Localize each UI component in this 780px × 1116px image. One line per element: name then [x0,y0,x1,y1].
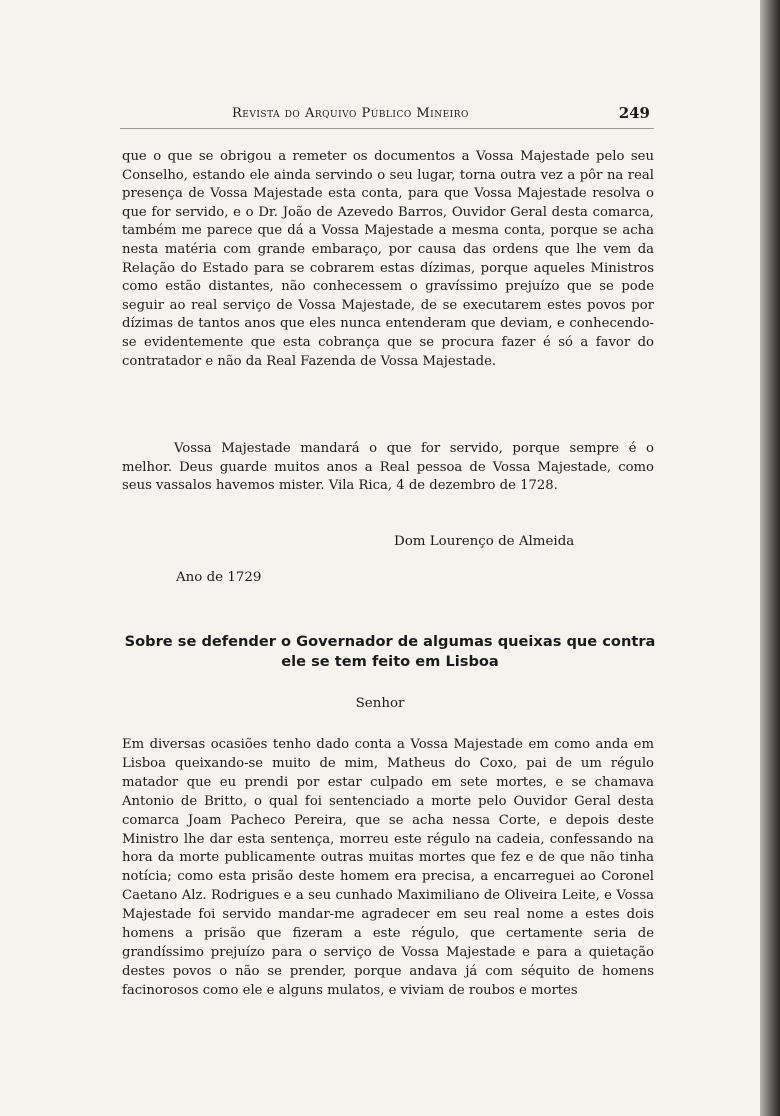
running-title: Revista do Arquivo Público Mineiro [232,106,469,121]
paragraph-1: que o que se obrigou a remeter os documentos a Vossa Majestade pelo seu Conselho, estando ele ainda servindo o seu lugar, torna outra vez a pôr na real presença de Vossa Majestade esta conta, para que Vossa Majestade resolva o que for servido, e o Dr. João de Azevedo Barros, Ouvidor Geral desta comarca, também me parece que dá a Vossa Majestade a mesma conta, porque se acha nesta matéria com grande embaraço, por causa das ordens que lhe vem da Relação do Estado para se cobrarem estas dízimas, porque aqueles Ministros como estão distantes, não conhecessem o gravíssimo prejuízo que se pode seguir ao real serviço de Vossa Majestade, de se executarem estes povos por dízimas de tantos anos que eles nunca entenderam que deviam, e conhecendo-se evidentemente que esta cobrança que se procura fazer é só a favor do contratador e não da Real Fazenda de Vossa Majestade. [122,149,654,369]
year-label: Ano de 1729 [176,570,262,585]
signature: Dom Lourenço de Almeida [394,534,575,549]
paragraph-3: Em diversas ocasiões tenho dado conta a Vossa Majestade em como anda em Lisboa queixando-se muito de mim, Matheus do Coxo, pai de um régulo matador que eu prendi por estar culpado em sete mortes, e se chamava Antonio de Britto, o qual foi sentenciado a morte pelo Ouvidor Geral desta comarca Joam Pacheco Pereira, que se acha nessa Corte, e depois deste Ministro lhe dar esta sentença, morreu este régulo na cadeia, confessando na hora da morte publicamente outras muitas mortes que fez e de que não tinha notícia; como esta prisão deste homem era precisa, a encarreguei ao Coronel Caetano Alz. Rodrigues e a seu cunhado Maximiliano de Oliveira Leite, e Vossa Majestade foi servido mandar-me agradecer em seu real nome a estes dois homens a prisão que fizeram a este régulo, que certamente seria de grandíssimo prejuízo para o serviço de Vossa Majestade e para a quietação destes povos o não se prender, porque andava já com séquito de homens facinorosos como ele e alguns mulatos, e viviam de roubos e mortes [122,737,654,998]
salutation: Senhor [355,696,405,711]
section-heading: Sobre se defender o Governador de algumas queixas que contra ele se tem feito em Lisboa [124,633,656,670]
page-number: 249 [618,104,650,122]
page-header [120,104,654,128]
header-rule [120,128,654,129]
page-edge-shadow [760,0,780,1116]
paragraph-2: Vossa Majestade mandará o que for servido, porque sempre é o melhor. Deus guarde muitos anos a Real pessoa de Vossa Majestade, como seus vassalos havemos mister. Vila Rica, 4 de dezembro de 1728. [122,441,654,494]
